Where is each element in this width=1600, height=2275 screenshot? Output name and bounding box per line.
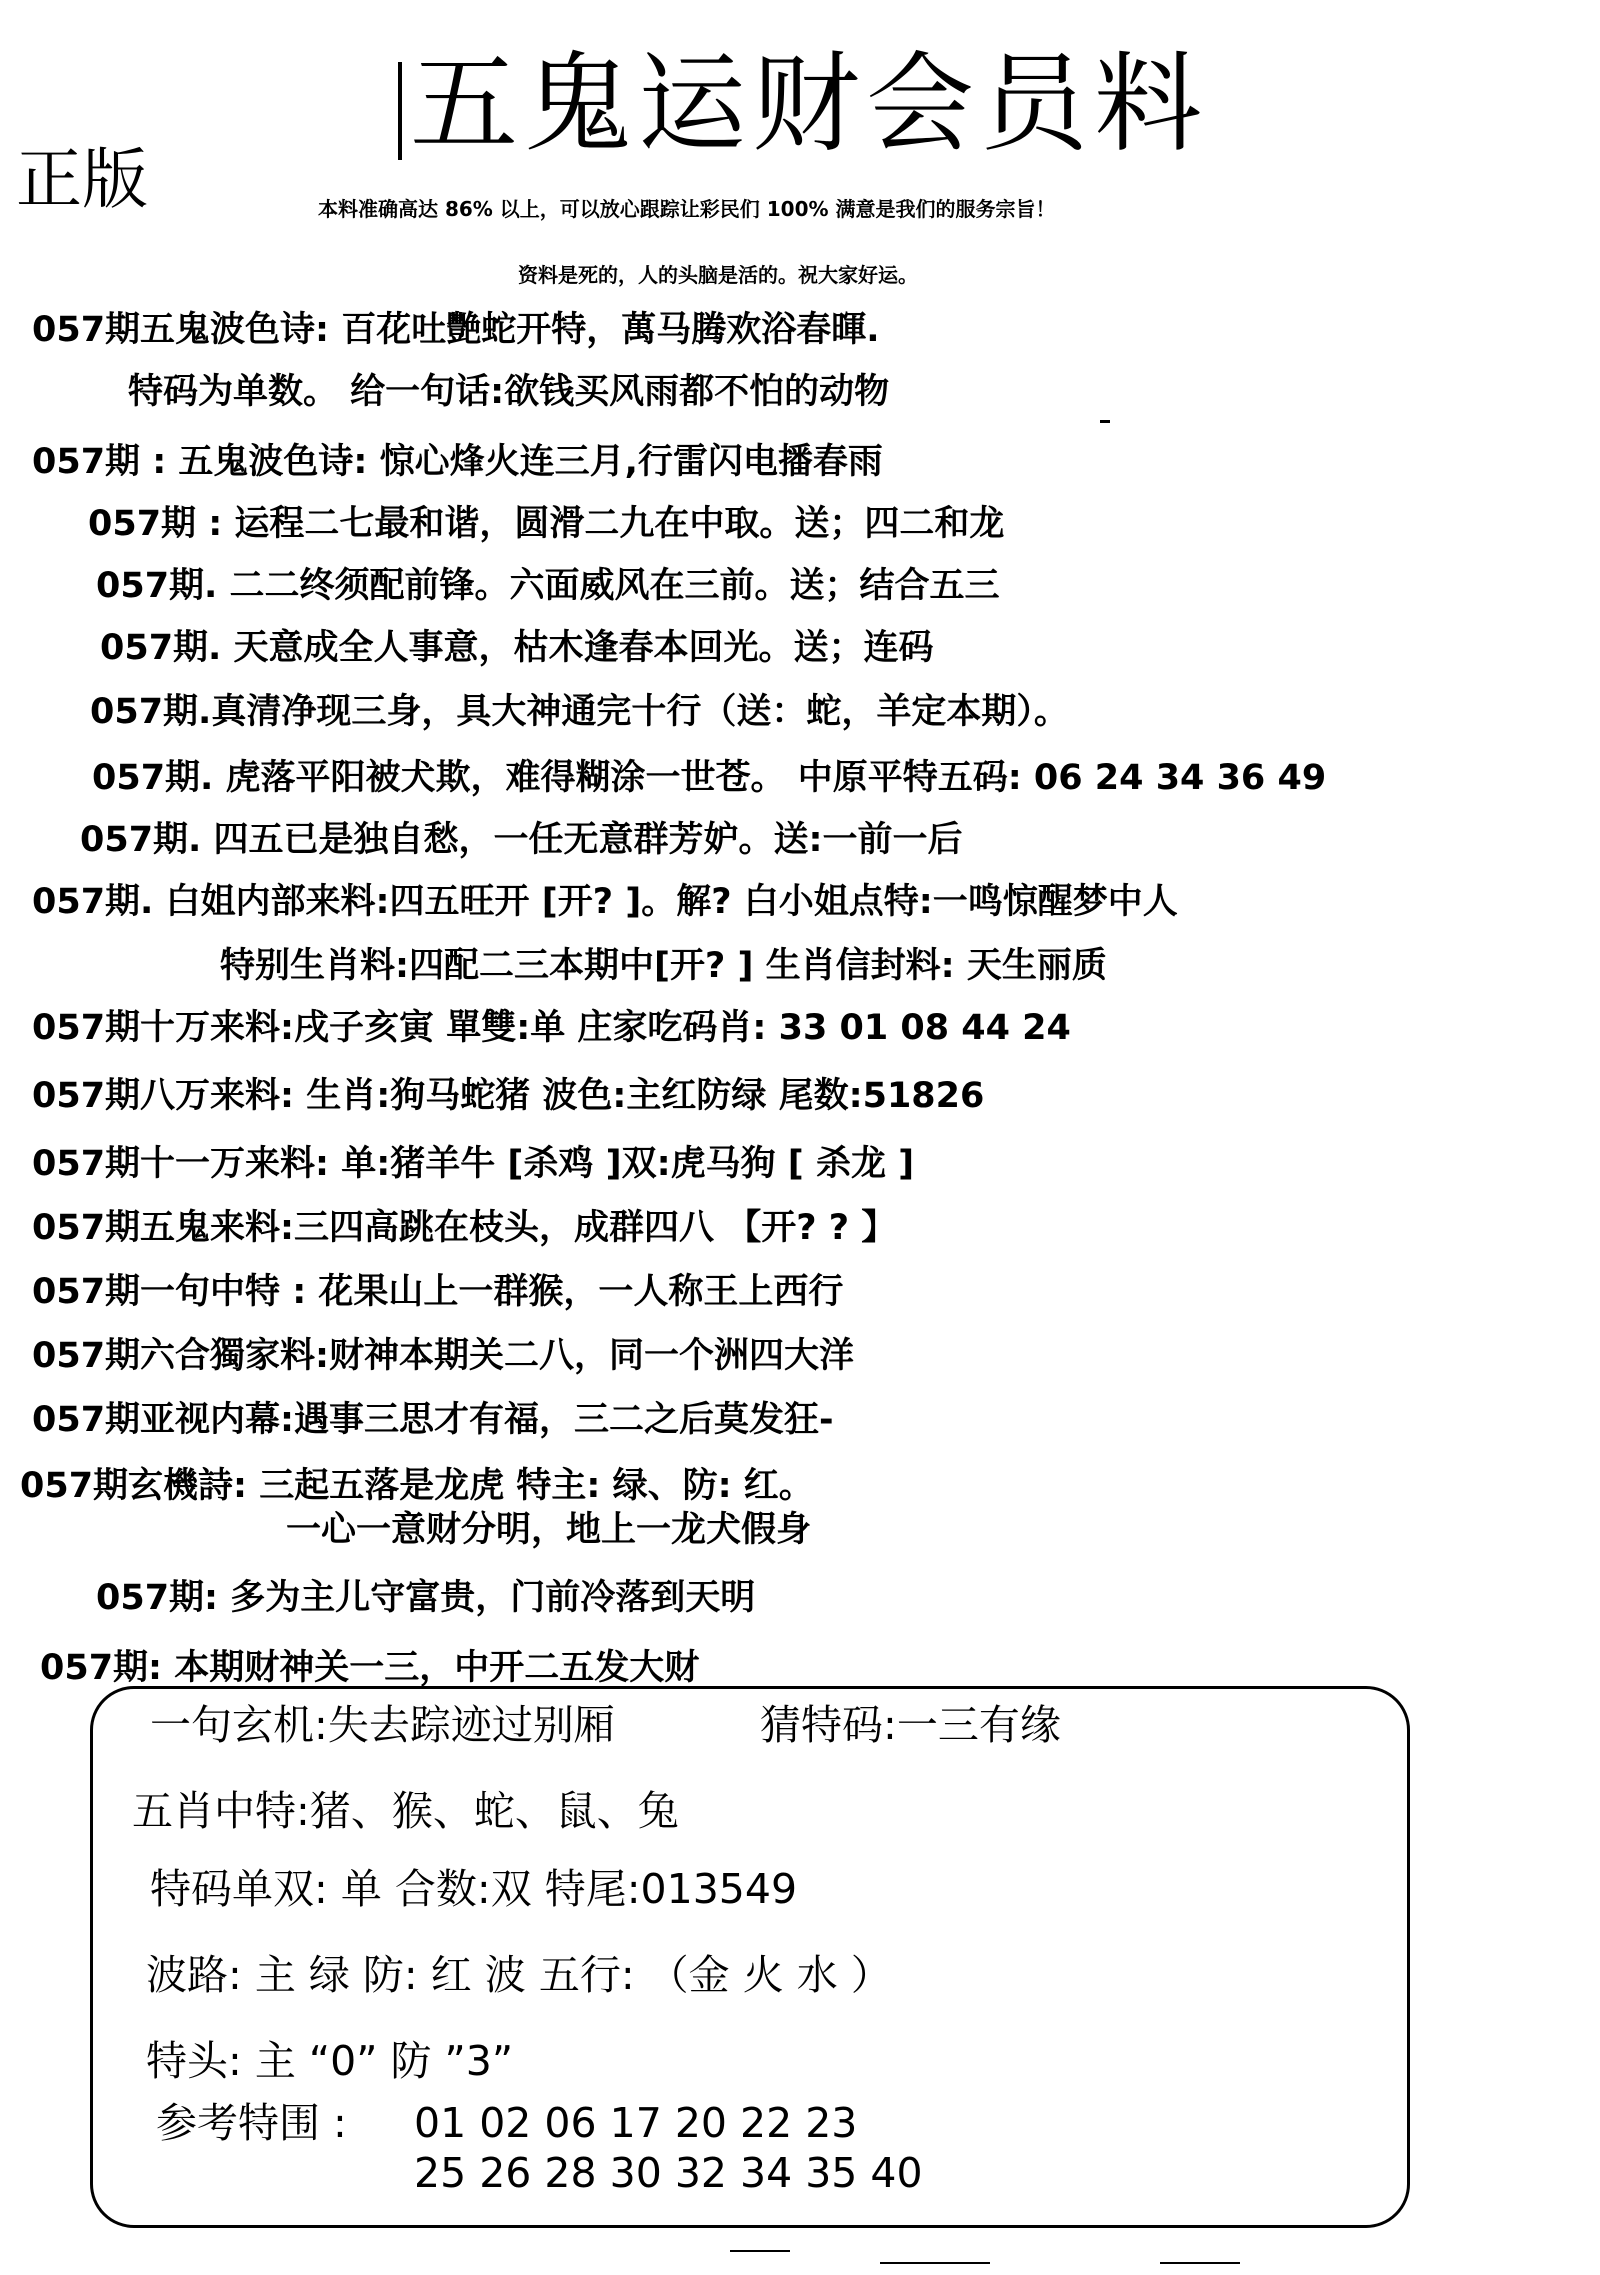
head-line: 特头: 主 “0” 防 ”3” [146,2037,514,2085]
info-line: 一心一意财分明，地上一龙犬假身 [286,1510,812,1550]
info-line: 057期: 多为主儿守富贵，门前冷落到天明 [96,1578,756,1618]
info-line: 057期十一万来料: 单:猪羊牛 [杀鸡 ]双:虎马狗 [ 杀龙 ] [32,1144,915,1184]
riddle-line: 一句玄机:失去踪迹过别厢 [150,1701,615,1749]
ref-row-2: 25 26 28 30 32 34 35 40 [414,2149,923,2197]
page-title: 五鬼运财会员料 [410,42,1209,167]
guess-line: 猜特码:一三有缘 [760,1701,1061,1749]
info-line: 057期.真清净现三身，具大神通完十行（送：蛇，羊定本期）。 [90,692,1069,732]
info-line: 057期: 本期财神关一三，中开二五发大财 [40,1648,700,1688]
info-line: 057期. 四五已是独自愁，一任无意群芳妒。送:一前一后 [80,820,963,860]
scan-speck [880,2262,990,2264]
info-line: 057期 : 五鬼波色诗: 惊心烽火连三月,行雷闪电播春雨 [32,442,883,482]
info-line: 057期六合獨家料:财神本期关二八，同一个洲四大洋 [32,1336,855,1376]
info-line: 057期. 白姐内部来料:四五旺开 [开? ]。解? 白小姐点特:一鸣惊醒梦中人 [32,882,1178,922]
ref-label: 参考特围 : [156,2099,347,2147]
scan-speck [1160,2262,1240,2264]
info-line: 057期. 虎落平阳被犬欺，难得糊涂一世苍。 中原平特五码: 06 24 34 36 49 [92,758,1327,798]
info-line: 特码为单数。 给一句话:欲钱买风雨都不怕的动物 [128,372,890,412]
info-line: 057期 : 运程二七最和谐，圆滑二九在中取。送；四二和龙 [88,504,1005,544]
info-line: 057期五鬼波色诗: 百花吐艷蛇开特，萬马腾欢浴春暉. [32,310,880,350]
ref-row-1: 01 02 06 17 20 22 23 [414,2099,858,2147]
info-line: 057期八万来料: 生肖:狗马蛇猪 波色:主红防绿 尾数:51826 [32,1076,985,1116]
info-line: 057期. 二二终须配前锋。六面威风在三前。送；结合五三 [96,566,1000,606]
info-line: 057期亚视内幕:遇事三思才有福，三二之后莫发狂- [32,1400,834,1440]
info-line: 057期一句中特 : 花果山上一群猴，一人称王上西行 [32,1272,844,1312]
five-zodiac-line: 五肖中特:猪、猴、蛇、鼠、兔 [132,1787,679,1835]
info-line: 特别生肖料:四配二三本期中[开? ] 生肖信封料: 天生丽质 [220,946,1107,986]
genuine-badge: 正版 [16,141,148,218]
info-line: 057期玄機詩: 三起五落是龙虎 特主: 绿、防: 红。 [20,1466,814,1506]
title-bar-mark [398,62,402,160]
scan-speck [1100,420,1110,423]
scan-speck [730,2250,790,2252]
subtitle-accuracy: 本料准确高达 86% 以上，可以放心跟踪让彩民们 100% 满意是我们的服务宗旨！ [318,197,1056,221]
odd-even-line: 特码单双: 单 合数:双 特尾:013549 [150,1865,798,1913]
info-line: 057期五鬼来料:三四高跳在枝头，成群四八 【开? ? 】 [32,1208,897,1248]
wave-line: 波路: 主 绿 防: 红 波 五行: （金 火 水 ） [146,1951,892,1999]
info-line: 057期十万来料:戌子亥寅 單雙:单 庄家吃码肖: 33 01 08 44 24 [32,1008,1071,1048]
subtitle-luck: 资料是死的，人的头脑是活的。祝大家好运。 [518,263,918,287]
info-line: 057期. 天意成全人事意，枯木逢春本回光。送；连码 [100,628,934,668]
